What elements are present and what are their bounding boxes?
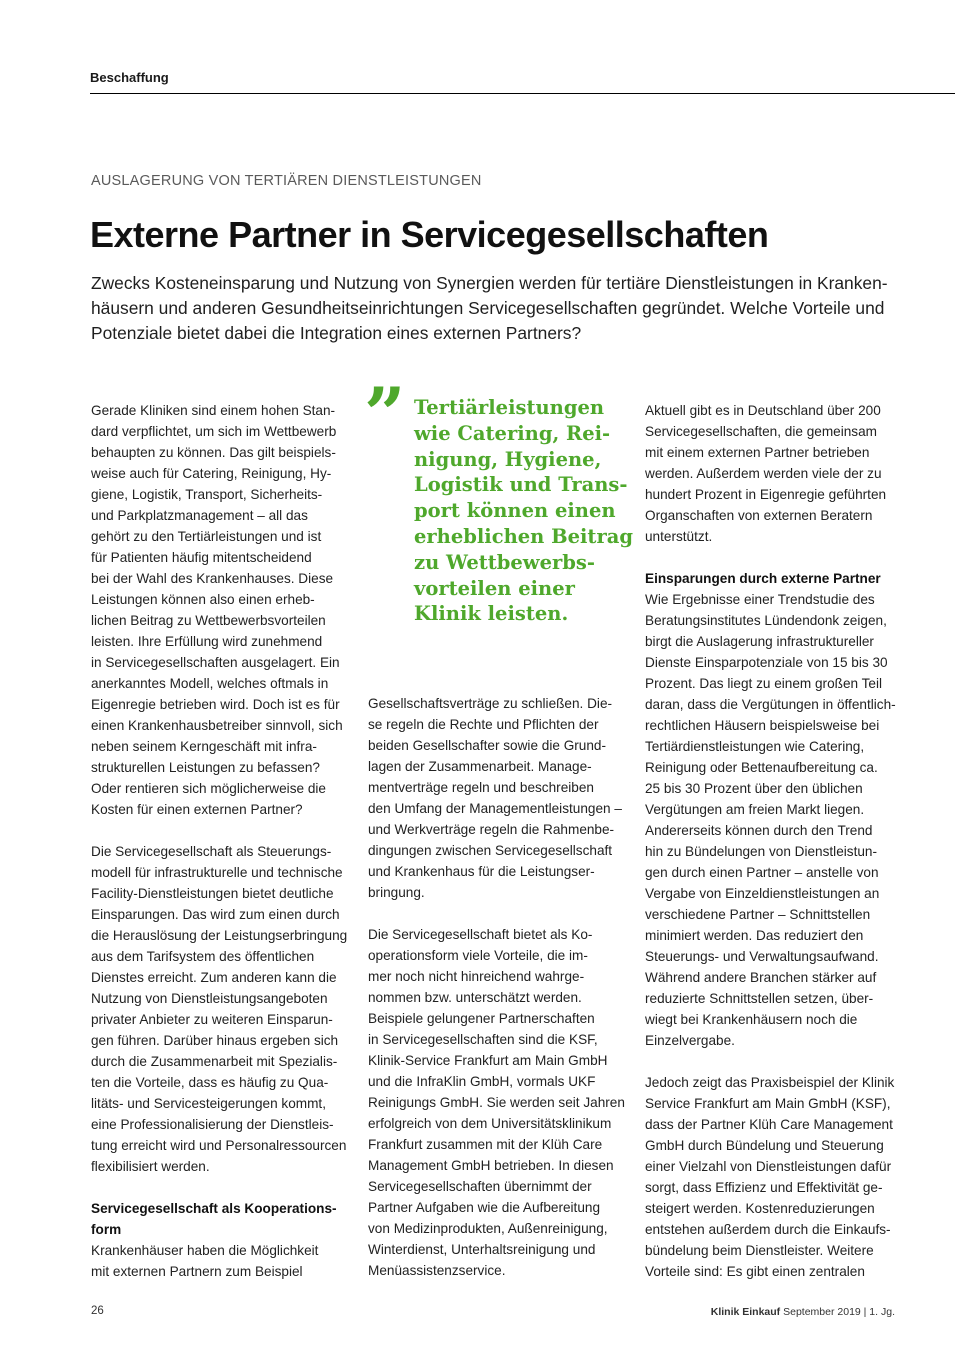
body-line: Servicegesellschaften, die gemeinsam <box>645 424 877 439</box>
section-header: Beschaffung <box>90 70 169 85</box>
body-line: Reinigung oder Bettenaufbereitung ca. <box>645 760 878 775</box>
body-line: Leistungen können also einen erheb- <box>91 592 315 607</box>
body-line: dingungen zwischen Servicegesellschaft <box>368 843 613 858</box>
body-line: tung erreicht wird und Personalressourcen <box>91 1138 347 1153</box>
body-line: in Servicegesellschaften sind die KSF, <box>368 1032 598 1047</box>
body-line: Eigenregie betrieben wird. Doch ist es für <box>91 697 340 712</box>
body-line: Steuerungs- und Verwaltungsaufwand. <box>645 949 879 964</box>
body-line: Kosten für einen externen Partner? <box>91 802 303 817</box>
header-rule <box>90 93 955 94</box>
body-line: privater Anbieter zu weiteren Einsparun- <box>91 1012 333 1027</box>
body-line: lichen Beitrag zu Wettbewerbsvorteilen <box>91 613 326 628</box>
body-line: mit externen Partnern zum Beispiel <box>91 1264 303 1279</box>
body-line: Reinigungs GmbH. Sie werden seit Jahren <box>368 1095 625 1110</box>
body-line: und Krankenhaus für die Leistungser- <box>368 864 595 879</box>
body-line: anerkanntes Modell, welches oftmals in <box>91 676 329 691</box>
subheading-line: Servicegesellschaft als Kooperations- <box>91 1201 337 1216</box>
body-line: einen Krankenhausbetreiber sinnvoll, sich <box>91 718 343 733</box>
column-3 <box>645 400 907 1282</box>
body-line: in Servicegesellschaften ausgelagert. Ein <box>91 655 340 670</box>
body-line: nommen bzw. unterschätzt werden. <box>368 990 582 1005</box>
body-line: Dienste Einsparpotenziale von 15 bis 30 <box>645 655 888 670</box>
body-line: gehört zu den Tertiärleistungen und ist <box>91 529 322 544</box>
body-line: Tertiärdienstleistungen wie Catering, <box>645 739 865 754</box>
pull-quote-line: nigung, Hygiene, <box>414 447 602 471</box>
body-line: Frankfurt zusammen mit der Klüh Care <box>368 1137 603 1152</box>
body-line: litäts- und Servicesteigerungen kommt, <box>91 1096 326 1111</box>
pull-quote-line: wie Catering, Rei- <box>414 421 611 445</box>
body-line: Winterdienst, Unterhaltsreinigung und <box>368 1242 596 1257</box>
body-line: daran, dass die Vergütungen in öffentlich- <box>645 697 896 712</box>
page-number: 26 <box>91 1305 104 1317</box>
body-line: die Herauslösung der Leistungserbringung <box>91 928 348 943</box>
body-line: Vergabe von Einzeldienstleistungen an <box>645 886 880 901</box>
body-line: behaupten zu können. Das gilt beispiels- <box>91 445 336 460</box>
body-line: Organschaften von externen Beratern <box>645 508 873 523</box>
column-1 <box>91 400 353 1282</box>
lead-line: Zwecks Kosteneinsparung und Nutzung von Synergien werden für tertiäre Dienstleistungen in Kranken- <box>91 273 888 293</box>
pull-quote-line: Logistik und Trans- <box>414 473 628 497</box>
pull-quote-line: zu Wettbewerbs- <box>414 550 595 574</box>
body-line: entstehen außerdem durch die Einkaufs- <box>645 1222 891 1237</box>
body-line: werden. Außerdem werden viele der zu <box>645 466 882 481</box>
body-line: hin zu Bündelungen von Dienstleistun- <box>645 844 878 859</box>
body-line: eine Professionalisierung der Dienstleis- <box>91 1117 334 1132</box>
body-line: den Umfang der Managementleistungen – <box>368 801 622 816</box>
body-line: mentverträge regeln und beschreiben <box>368 780 594 795</box>
body-line: birgt die Auslagerung infrastruktureller <box>645 634 874 649</box>
lead-line: häusern und anderen Gesundheitseinrichtungen Servicegesellschaften gegründet. Welche Vorteile und <box>91 298 885 318</box>
body-line: Beratungsinstitutes Lündendonk zeigen, <box>645 613 887 628</box>
pull-quote-line: port können einen <box>414 499 616 523</box>
magazine-name: Klinik Einkauf <box>710 1306 781 1318</box>
body-line: und Werkverträge regeln die Rahmenbe- <box>368 822 615 837</box>
body-line: rechtlichen Häusern beispielsweise bei <box>645 718 880 733</box>
pull-quote <box>414 395 633 627</box>
article-title: Externe Partner in Servicegesellschaften <box>90 214 769 255</box>
paragraph-gap <box>645 1051 907 1072</box>
body-line: strukturellen Leistungen zu befassen? <box>91 760 320 775</box>
body-line: gen durch einen Partner – anstelle von <box>645 865 879 880</box>
paragraph-gap <box>91 820 353 841</box>
kicker: AUSLAGERUNG VON TERTIÄREN DIENSTLEISTUNGEN <box>91 173 482 189</box>
subheading-line: Einsparungen durch externe Partner <box>645 571 881 586</box>
pull-quote-line: erheblichen Beitrag <box>414 524 633 548</box>
body-line: leisten. Ihre Erfüllung wird zunehmend <box>91 634 323 649</box>
body-line: Partner Aufgaben wie die Aufbereitung <box>368 1200 601 1215</box>
body-line: aus dem Tarifsystem des öffentlichen <box>91 949 315 964</box>
body-line: ten die Vorteile, dass es häufig zu Qua- <box>91 1075 329 1090</box>
subheading-line: form <box>91 1222 122 1237</box>
body-line: operationsform viele Vorteile, die im- <box>368 948 588 963</box>
paragraph-gap <box>91 1177 353 1198</box>
body-line: verschiedene Partner – Schnittstellen <box>645 907 871 922</box>
body-line: Beispiele gelungener Partnerschaften <box>368 1011 595 1026</box>
body-line: Die Servicegesellschaft als Steuerungs- <box>91 844 332 859</box>
body-line: mer noch nicht hinreichend wahrge- <box>368 969 585 984</box>
issue-info: September 2019 | 1. Jg. <box>783 1306 895 1318</box>
body-line: einer Vielzahl von Dienstleistungen dafür <box>645 1159 892 1174</box>
body-line: Nutzung von Dienstleistungsangeboten <box>91 991 328 1006</box>
body-line: Wie Ergebnisse einer Trendstudie des <box>645 592 875 607</box>
body-line: neben seinem Kerngeschäft mit infra- <box>91 739 317 754</box>
footer-publication <box>711 1306 895 1318</box>
body-line: unterstützt. <box>645 529 713 544</box>
body-line: hundert Prozent in Eigenregie geführten <box>645 487 887 502</box>
body-line: 25 bis 30 Prozent über den üblichen <box>645 781 863 796</box>
body-line: durch die Zusammenarbeit mit Spezialis- <box>91 1054 338 1069</box>
body-line: Während andere Branchen stärker auf <box>645 970 877 985</box>
body-line: Krankenhäuser haben die Möglichkeit <box>91 1243 319 1258</box>
body-line: Servicegesellschaften übernimmt der <box>368 1179 592 1194</box>
body-line: Einsparungen. Das wird zum einen durch <box>91 907 340 922</box>
body-line: Einzelvergabe. <box>645 1033 735 1048</box>
body-line: Dienstes erreicht. Zum anderen kann die <box>91 970 337 985</box>
body-line: Service Frankfurt am Main GmbH (KSF), <box>645 1096 891 1111</box>
body-line: modell für infrastrukturelle und technische <box>91 865 343 880</box>
paragraph-gap <box>645 547 907 568</box>
body-line: lagen der Zusammenarbeit. Manage- <box>368 759 592 774</box>
body-line: steigert werden. Kostenreduzierungen <box>645 1201 875 1216</box>
pull-quote-line: Tertiärleistungen <box>414 396 605 419</box>
body-line: dass der Partner Klüh Care Management <box>645 1117 893 1132</box>
body-line: Jedoch zeigt das Praxisbeispiel der Klinik <box>645 1075 895 1090</box>
lead-paragraph <box>91 271 891 346</box>
pull-quote-line: vorteilen einer <box>414 576 575 600</box>
body-line: Vergütungen am freien Markt liegen. <box>645 802 865 817</box>
body-line: bei der Wahl des Krankenhauses. Diese <box>91 571 334 586</box>
body-line: weise auch für Catering, Reinigung, Hy- <box>91 466 332 481</box>
body-line: sorgt, dass Effizienz und Effektivität ge- <box>645 1180 883 1195</box>
body-line: Oder rentieren sich möglicherweise die <box>91 781 326 796</box>
body-line: Vorteile sind: Es gibt einen zentralen <box>645 1264 865 1279</box>
body-line: Andererseits können durch den Trend <box>645 823 873 838</box>
body-line: Klinik-Service Frankfurt am Main GmbH <box>368 1053 608 1068</box>
body-line: Menüassistenzservice. <box>368 1263 506 1278</box>
body-line: minimiert werden. Das reduziert den <box>645 928 864 943</box>
body-line: und Parkplatzmanagement – all das <box>91 508 308 523</box>
body-line: Gesellschaftsverträge zu schließen. Die- <box>368 696 613 711</box>
body-line: reduzierte Schnittstellen setzen, über- <box>645 991 874 1006</box>
body-line: giene, Logistik, Transport, Sicherheits- <box>91 487 323 502</box>
body-line: Aktuell gibt es in Deutschland über 200 <box>645 403 881 418</box>
body-line: gen führen. Darüber hinaus ergeben sich <box>91 1033 339 1048</box>
body-line: Gerade Kliniken sind einem hohen Stan- <box>91 403 336 418</box>
body-line: erfolgreich von dem Universitätsklinikum <box>368 1116 612 1131</box>
body-line: Die Servicegesellschaft bietet als Ko- <box>368 927 593 942</box>
body-line: wiegt bei Krankenhäusern noch die <box>645 1012 858 1027</box>
body-line: bringung. <box>368 885 425 900</box>
pull-quote-line: Klinik leisten. <box>414 602 569 626</box>
body-line: bündelung beim Dienstleister. Weitere <box>645 1243 874 1258</box>
body-line: für Patienten häufig mitentscheidend <box>91 550 312 565</box>
body-line: von Medizinprodukten, Außenreinigung, <box>368 1221 608 1236</box>
body-line: Facility-Dienstleistungen bietet deutliche <box>91 886 334 901</box>
body-line: Prozent. Das liegt zu einem großen Teil <box>645 676 883 691</box>
body-line: und die InfraKlin GmbH, vormals UKF <box>368 1074 596 1089</box>
body-line: flexibilisiert werden. <box>91 1159 210 1174</box>
body-line: beiden Gesellschafter sowie die Grund- <box>368 738 607 753</box>
lead-line: Potenziale bietet dabei die Integration eines externen Partners? <box>91 323 582 343</box>
quote-mark-icon: ” <box>364 371 406 456</box>
body-line: dard verpflichtet, um sich im Wettbewerb <box>91 424 337 439</box>
paragraph-gap <box>368 903 630 924</box>
body-line: GmbH durch Bündelung und Steuerung <box>645 1138 884 1153</box>
column-2 <box>368 693 630 1281</box>
body-line: mit einem externen Partner betrieben <box>645 445 870 460</box>
body-line: se regeln die Rechte und Pflichten der <box>368 717 599 732</box>
body-line: Management GmbH betrieben. In diesen <box>368 1158 614 1173</box>
